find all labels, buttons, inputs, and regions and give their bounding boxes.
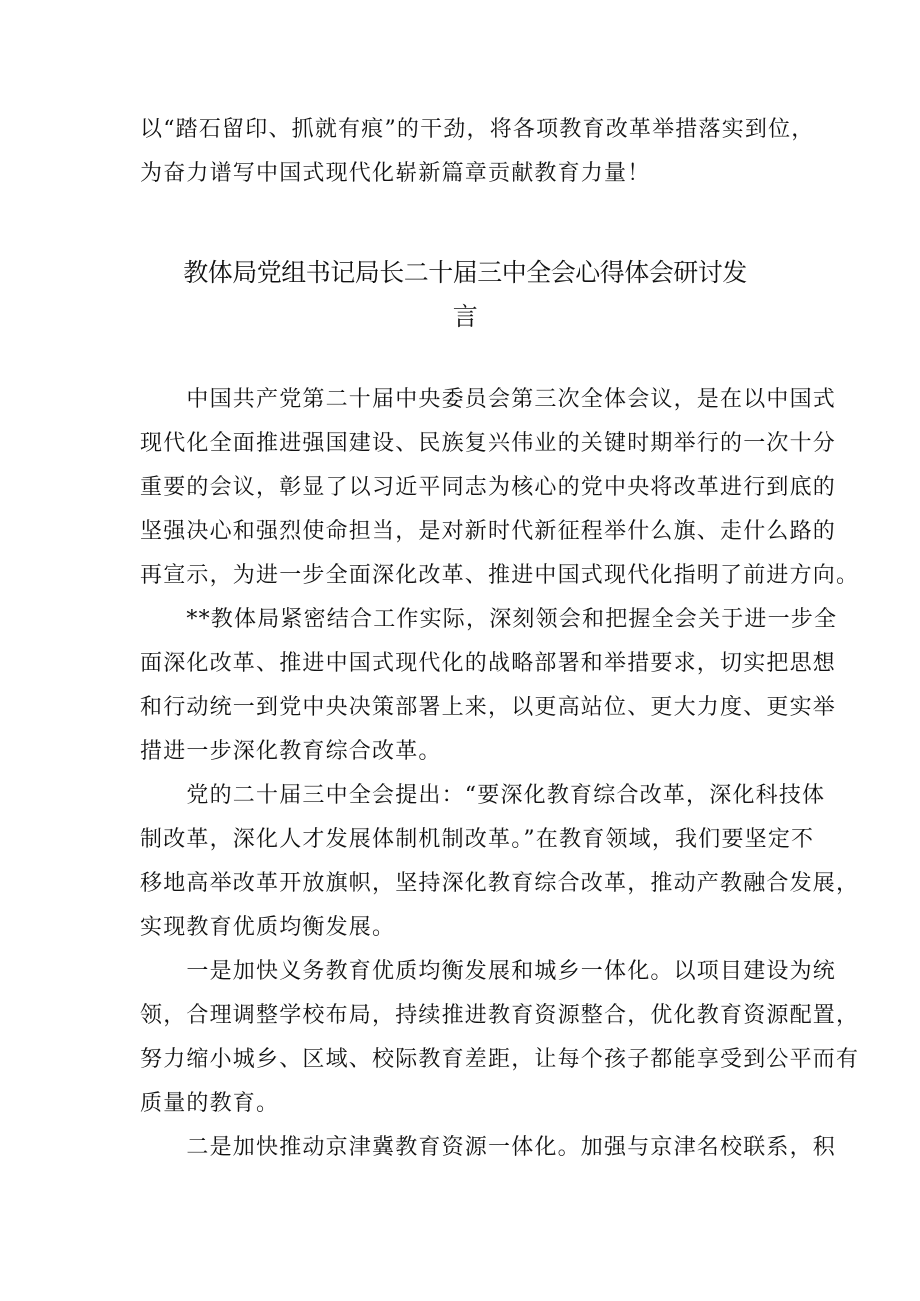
paragraph-2-line-1: **教体局紧密结合工作实际，深刻领会和把握全会关于进一步全 <box>140 607 838 632</box>
paragraph-3-line-4: 实现教育优质均衡发展。 <box>140 915 396 940</box>
paragraph-4-line-2: 领，合理调整学校布局，持续推进教育资源整合，优化教育资源配置， <box>140 1003 860 1028</box>
paragraph-1-line-2: 现代化全面推进强国建设、民族复兴伟业的关键时期举行的一次十分 <box>140 431 837 456</box>
paragraph-1-line-3: 重要的会议，彰显了以习近平同志为核心的党中央将改革进行到底的 <box>140 475 837 500</box>
intro-line-2: 为奋力谱写中国式现代化崭新篇章贡献教育力量！ <box>140 161 651 186</box>
paragraph-4-line-3: 努力缩小城乡、区域、校际教育差距，让每个孩子都能享受到公平而有 <box>140 1047 860 1072</box>
paragraph-4-line-1: 一是加快义务教育优质均衡发展和城乡一体化。以项目建设为统 <box>140 959 837 984</box>
paragraph-3-line-1: 党的二十届三中全会提出：“要深化教育综合改革，深化科技体 <box>140 783 826 808</box>
document-title-line-2: 言 <box>452 302 478 331</box>
paragraph-3-line-2: 制改革，深化人才发展体制机制改革。”在教育领域，我们要坚定不 <box>140 827 815 852</box>
paragraph-2-line-4: 措进一步深化教育综合改革。 <box>140 739 442 764</box>
intro-line-1: 以“踏石留印、抓就有痕”的干劲，将各项教育改革举措落实到位， <box>140 117 815 142</box>
paragraph-1-line-1: 中国共产党第二十届中央委员会第三次全体会议，是在以中国式 <box>140 387 837 412</box>
paragraph-1-line-4: 坚强决心和强烈使命担当，是对新时代新征程举什么旗、走什么路的 <box>140 519 837 544</box>
paragraph-3-line-3: 移地高举改革开放旗帜，坚持深化教育综合改革，推动产教融合发展， <box>140 871 860 896</box>
paragraph-1-line-5: 再宣示，为进一步全面深化改革、推进中国式现代化指明了前进方向。 <box>140 563 860 588</box>
paragraph-5-line-1: 二是加快推动京津冀教育资源一体化。加强与京津名校联系，积 <box>140 1135 837 1160</box>
paragraph-4-line-4: 质量的教育。 <box>140 1091 280 1116</box>
paragraph-2-line-2: 面深化改革、推进中国式现代化的战略部署和举措要求，切实把思想 <box>140 651 837 676</box>
document-title-line-1: 教体局党组书记局长二十届三中全会心得体会研讨发 <box>183 258 747 287</box>
paragraph-2-line-3: 和行动统一到党中央决策部署上来，以更高站位、更大力度、更实举 <box>140 695 837 720</box>
